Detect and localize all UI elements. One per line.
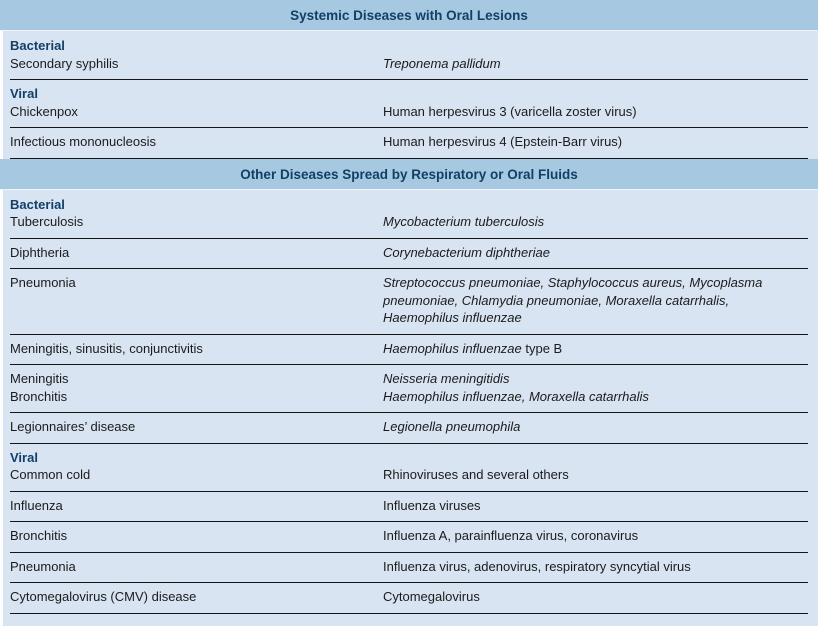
table-row	[10, 244, 808, 262]
table-row	[10, 588, 808, 606]
pathogen-cell	[383, 103, 808, 121]
pathogen-text: Influenza viruses	[383, 497, 481, 513]
disease-cell: Tuberculosis	[10, 214, 84, 229]
pathogen-text: Rhinoviruses and several others	[383, 467, 569, 482]
pathogen-name-italic: Neisseria meningitidis	[383, 371, 510, 386]
disease-cell: Pneumonia	[10, 275, 76, 290]
disease-cell: Cytomegalovirus (CMV) disease	[10, 589, 197, 604]
pathogen-cell	[383, 340, 808, 358]
pathogen-cell	[383, 558, 808, 576]
disease-cell: Infectious mononucleosis	[10, 134, 156, 149]
pathogen-text: Human herpesvirus 4 (Epstein-Barr virus)	[383, 134, 623, 149]
row-divider	[10, 613, 808, 614]
table-section-respiratory-fluids	[0, 159, 818, 626]
disease-cell: Diphtheria	[10, 244, 70, 260]
group-heading: Bacterial	[10, 38, 65, 53]
pathogen-text: Human herpesvirus 3 (varicella zoster virus)	[383, 103, 637, 119]
pathogen-name-italic: Mycobacterium tuberculosis	[383, 214, 545, 229]
pathogen-text: Influenza virus, adenovirus, respiratory syncytial virus	[383, 558, 691, 574]
disease-cell: Bronchitis	[10, 388, 68, 404]
section-title-respiratory-fluids: Other Diseases Spread by Respiratory or Oral Fluids	[0, 159, 818, 190]
row-block	[3, 335, 818, 365]
table-row	[10, 274, 808, 327]
pathogen-text: type B	[521, 340, 563, 356]
row-block	[3, 553, 818, 583]
table-row	[10, 133, 808, 151]
row-block	[3, 492, 818, 522]
disease-cell: Common cold	[10, 467, 91, 482]
disease-cell: Meningitis	[10, 371, 69, 386]
row-block	[3, 239, 818, 269]
row-block	[3, 128, 818, 158]
pathogen-cell	[383, 55, 808, 73]
table-row	[10, 340, 808, 358]
section-rows-oral-lesions	[3, 31, 818, 159]
row-block	[3, 444, 818, 491]
row-block	[3, 413, 818, 443]
table-row	[10, 103, 808, 121]
group-heading: Viral	[10, 449, 38, 465]
table-row	[10, 527, 808, 545]
table-row	[10, 558, 808, 576]
pathogen-cell	[383, 527, 808, 545]
group-heading: Bacterial	[10, 196, 65, 212]
pathogen-cell	[383, 388, 808, 406]
table-row	[10, 497, 808, 515]
section-rows-respiratory-fluids	[3, 190, 818, 626]
pathogen-cell	[383, 588, 808, 606]
disease-cell: Secondary syphilis	[10, 55, 119, 71]
row-block	[3, 583, 818, 613]
table-row	[10, 55, 808, 73]
row-block	[3, 522, 818, 552]
pathogen-text: Influenza A, parainfluenza virus, coronavirus	[383, 528, 639, 543]
table-row	[10, 388, 808, 406]
row-block	[3, 80, 818, 127]
pathogen-cell	[383, 370, 808, 388]
pathogen-name-italic: Legionella pneumophila	[383, 419, 521, 434]
row-block	[3, 365, 818, 412]
row-block	[3, 191, 818, 238]
pathogen-text: Cytomegalovirus	[383, 589, 480, 604]
table-row	[10, 370, 808, 388]
pathogen-cell	[383, 497, 808, 515]
pathogen-name-italic: Treponema pallidum	[383, 55, 501, 71]
pathogen-cell	[383, 466, 808, 484]
pathogen-cell	[383, 244, 808, 262]
pathogen-cell	[383, 213, 808, 231]
pathogen-cell	[383, 133, 808, 151]
disease-cell: Influenza	[10, 497, 63, 513]
row-block	[3, 32, 818, 79]
disease-cell: Chickenpox	[10, 103, 78, 119]
pathogen-name-italic: Corynebacterium diphtheriae	[383, 244, 550, 260]
group-heading: Viral	[10, 86, 38, 101]
row-block	[3, 269, 818, 334]
section-title-oral-lesions: Systemic Diseases with Oral Lesions	[0, 0, 818, 31]
table-section-oral-lesions	[0, 0, 818, 159]
disease-cell: Bronchitis	[10, 528, 68, 543]
pathogen-name-italic: Haemophilus influenzae, Moraxella catarrhalis	[383, 388, 649, 404]
table-row	[10, 466, 808, 484]
pathogen-cell	[383, 274, 808, 327]
table-row	[10, 418, 808, 436]
pathogen-name-italic: Streptococcus pneumoniae, Staphylococcus aureus, Mycoplasma pneumoniae, Chlamydia pneumoniae, Moraxella catarrhalis, Haemophilus influenzae	[383, 275, 763, 325]
disease-cell: Legionnaires’ disease	[10, 419, 136, 434]
disease-cell: Meningitis, sinusitis, conjunctivitis	[10, 340, 203, 356]
pathogen-cell	[383, 418, 808, 436]
pathogen-name-italic: Haemophilus influenzae	[383, 340, 522, 356]
disease-cell: Pneumonia	[10, 558, 76, 574]
table-row	[10, 213, 808, 231]
